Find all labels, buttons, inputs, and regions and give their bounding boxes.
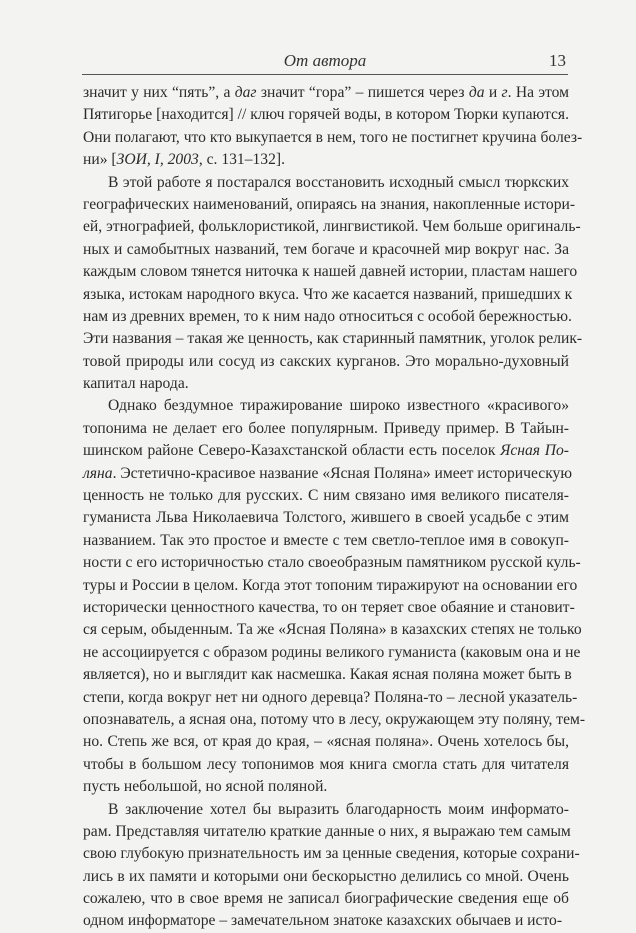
text-line: рам. Представляя читателю краткие данные о них, я выражаю тем самым xyxy=(83,822,571,840)
text-line: ся серым, обыденным. Та же «Ясная Поляна» в казахских степях не только xyxy=(83,621,582,639)
text-line: чтобы в большом лесу топонимов моя книга смогла стать для читателя xyxy=(83,755,569,773)
text-line: Они полагают, что кто выкупается в нем, того не постигнет кручина болез- xyxy=(83,128,583,146)
text-line: пусть небольшой, но ясной поляной. xyxy=(83,778,328,796)
text-line: В заключение хотел бы выразить благодарность моим информато- xyxy=(108,800,569,818)
text-line: значит у них “пять”, а даг значит “гора” – пишется через да и г. На этом xyxy=(83,84,569,101)
text-line: исторически ценностного качества, то он теряет свое обаяние и становит- xyxy=(83,598,575,616)
text-line: Пятигорье [находится] // ключ горячей воды, в котором Тюрки купаются. xyxy=(83,106,569,124)
text-line: ности с его историчностью стало своеобразным памятником русской куль- xyxy=(83,554,581,572)
text-line: топонима не делает его более популярным. Приведу пример. В Тайын- xyxy=(83,419,569,437)
paragraph xyxy=(83,395,586,798)
text-line: ляна. Эстетично-красивое название «Ясная Поляна» имеет историческую xyxy=(83,464,573,482)
text-line: ных и самобытных названий, тем богаче и красочней мир вокруг нас. За xyxy=(83,240,569,258)
text-line: является), но и выглядит как насмешка. Какая ясная поляна может быть в xyxy=(83,666,572,684)
body-text xyxy=(83,82,586,933)
text-line: капитал народа. xyxy=(83,375,189,393)
text-line: опознаватель, а ясная она, потому что в лесу, окружающем эту поляну, тем- xyxy=(83,710,586,728)
text-line: одном информаторе – замечательном знатоке казахских обычаев и исто- xyxy=(83,912,563,930)
page-number: 13 xyxy=(549,51,566,70)
text-line: шинском районе Северо-Казахстанской области есть поселок Ясная По- xyxy=(83,442,569,460)
text-line: каждым словом тянется ниточка к нашей давней истории, пластам нашего xyxy=(83,263,578,281)
text-line: Эти названия – такая же ценность, как старинный памятник, уголок релик- xyxy=(83,330,583,348)
text-line: лись в их памяти и которыми они бескорыстно делились со мной. Очень xyxy=(83,867,569,885)
text-line: не ассоциируется с образом родины великого гуманиста (каковым она и не xyxy=(83,643,581,661)
text-line: ни» [ЗОИ, I, 2003, с. 131–132]. xyxy=(83,151,285,169)
text-line: языка, истокам народного вкуса. Что же касается названий, пришедших к xyxy=(83,285,573,303)
paragraph xyxy=(83,799,580,933)
paragraph xyxy=(83,172,583,396)
running-head xyxy=(82,50,568,75)
paragraph xyxy=(83,82,583,172)
running-title: От автора xyxy=(283,51,367,70)
text-line: гуманиста Льва Николаевича Толстого, жившего в своей усадьбе с этим xyxy=(83,509,569,527)
text-line: степи, когда вокруг нет ни одного деревца? Поляна-то – лесной указатель- xyxy=(83,688,578,706)
text-line: сожалею, что в свое время не записал биографические сведения еще об xyxy=(83,890,569,908)
text-line: товой природы или сосуд из сакских курганов. Это морально-духовный xyxy=(83,352,569,370)
text-line: свою глубокую признательность им за ценные сведения, которые сохрани- xyxy=(83,845,580,863)
text-line: Однако бездумное тиражирование широко известного «красивого» xyxy=(108,397,569,415)
text-line: ей, этнографией, фольклористикой, лингвистикой. Чем больше оригиналь- xyxy=(83,218,581,236)
text-line: названием. Так это простое и вместе с тем светло-теплое имя в совокуп- xyxy=(83,531,569,549)
text-line: туры и России в целом. Когда этот топоним тиражируют на основании его xyxy=(83,576,578,594)
text-line: географических наименований, опираясь на знания, накопленные истори- xyxy=(83,195,576,213)
text-line: нам из древних времен, то к ним надо относиться с особой бережностью. xyxy=(83,307,572,325)
text-line: В этой работе я постарался восстановить исходный смысл тюркских xyxy=(108,173,569,191)
text-line: но. Степь же вся, от края до края, – «ясная поляна». Очень хотелось бы, xyxy=(83,733,569,751)
text-line: ценность не только для русских. С ним связано имя великого писателя- xyxy=(83,487,569,505)
